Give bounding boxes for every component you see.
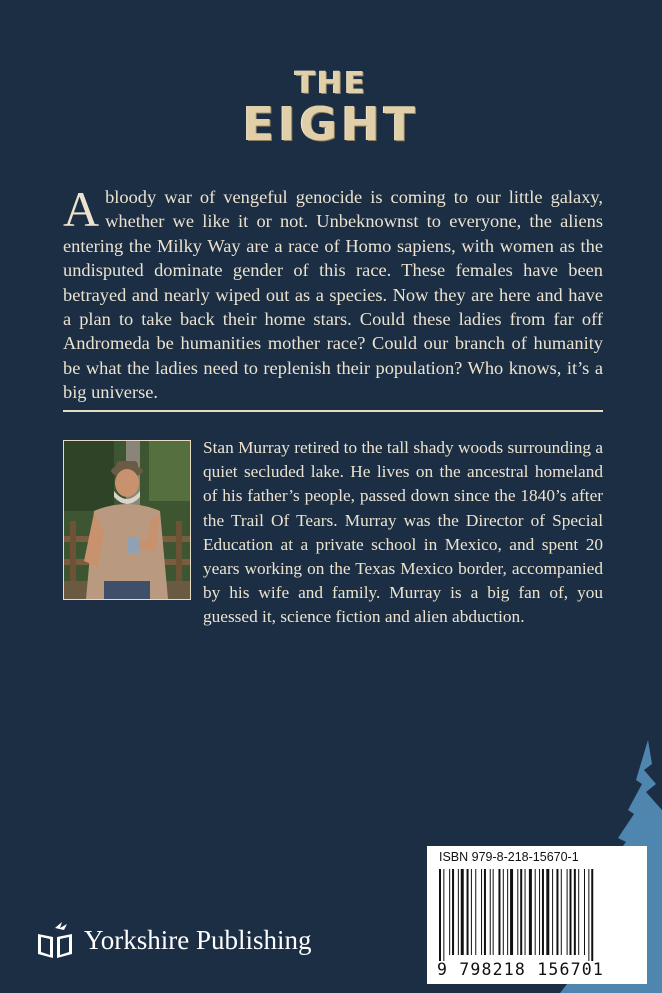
publisher-logo bbox=[36, 918, 312, 962]
isbn-label: ISBN 979-8-218-15670-1 bbox=[439, 850, 579, 864]
isbn-barcode bbox=[427, 846, 647, 984]
publisher-name: Yorkshire Publishing bbox=[84, 924, 312, 955]
book-icon bbox=[36, 922, 74, 958]
barcode-bars bbox=[437, 869, 637, 961]
author-bio bbox=[63, 436, 603, 630]
title-the: THE bbox=[294, 66, 368, 101]
drop-cap: A bbox=[63, 181, 100, 237]
barcode-digits: 9 798218 156701 bbox=[437, 960, 605, 979]
title-eight: EIGHT bbox=[242, 97, 420, 151]
back-cover-blurb bbox=[63, 181, 603, 405]
author-bio-text: Stan Murray retired to the tall shady woods surrounding a quiet secluded lake. He lives on the ancestral homeland of his father’s people, passed down since the 1840’s after the Trail Of Tears. Murray was the Director of Special Education at a private school in Mexico, and spent 20 years working on the Texas Mexico border, accompanied by his wife and family. Murray is a big fan of, you guessed it, science fiction and alien abduction. bbox=[203, 438, 603, 627]
section-divider bbox=[63, 410, 603, 412]
blurb-text: bloody war of vengeful genocide is coming to our little galaxy, whether we like it or not. Unbeknownst to everyone, the aliens entering the Milky Way are a race of Homo sapiens, with women as the undisputed dominate gender of this race. These females have been betrayed and nearly wiped out as a species. Now they are here and have a plan to take back their home stars. Could these ladies from far off Andromeda be humanities mother race? Could our branch of humanity be what the ladies need to replenish their population? Who knows, it’s a big universe. bbox=[63, 187, 603, 403]
